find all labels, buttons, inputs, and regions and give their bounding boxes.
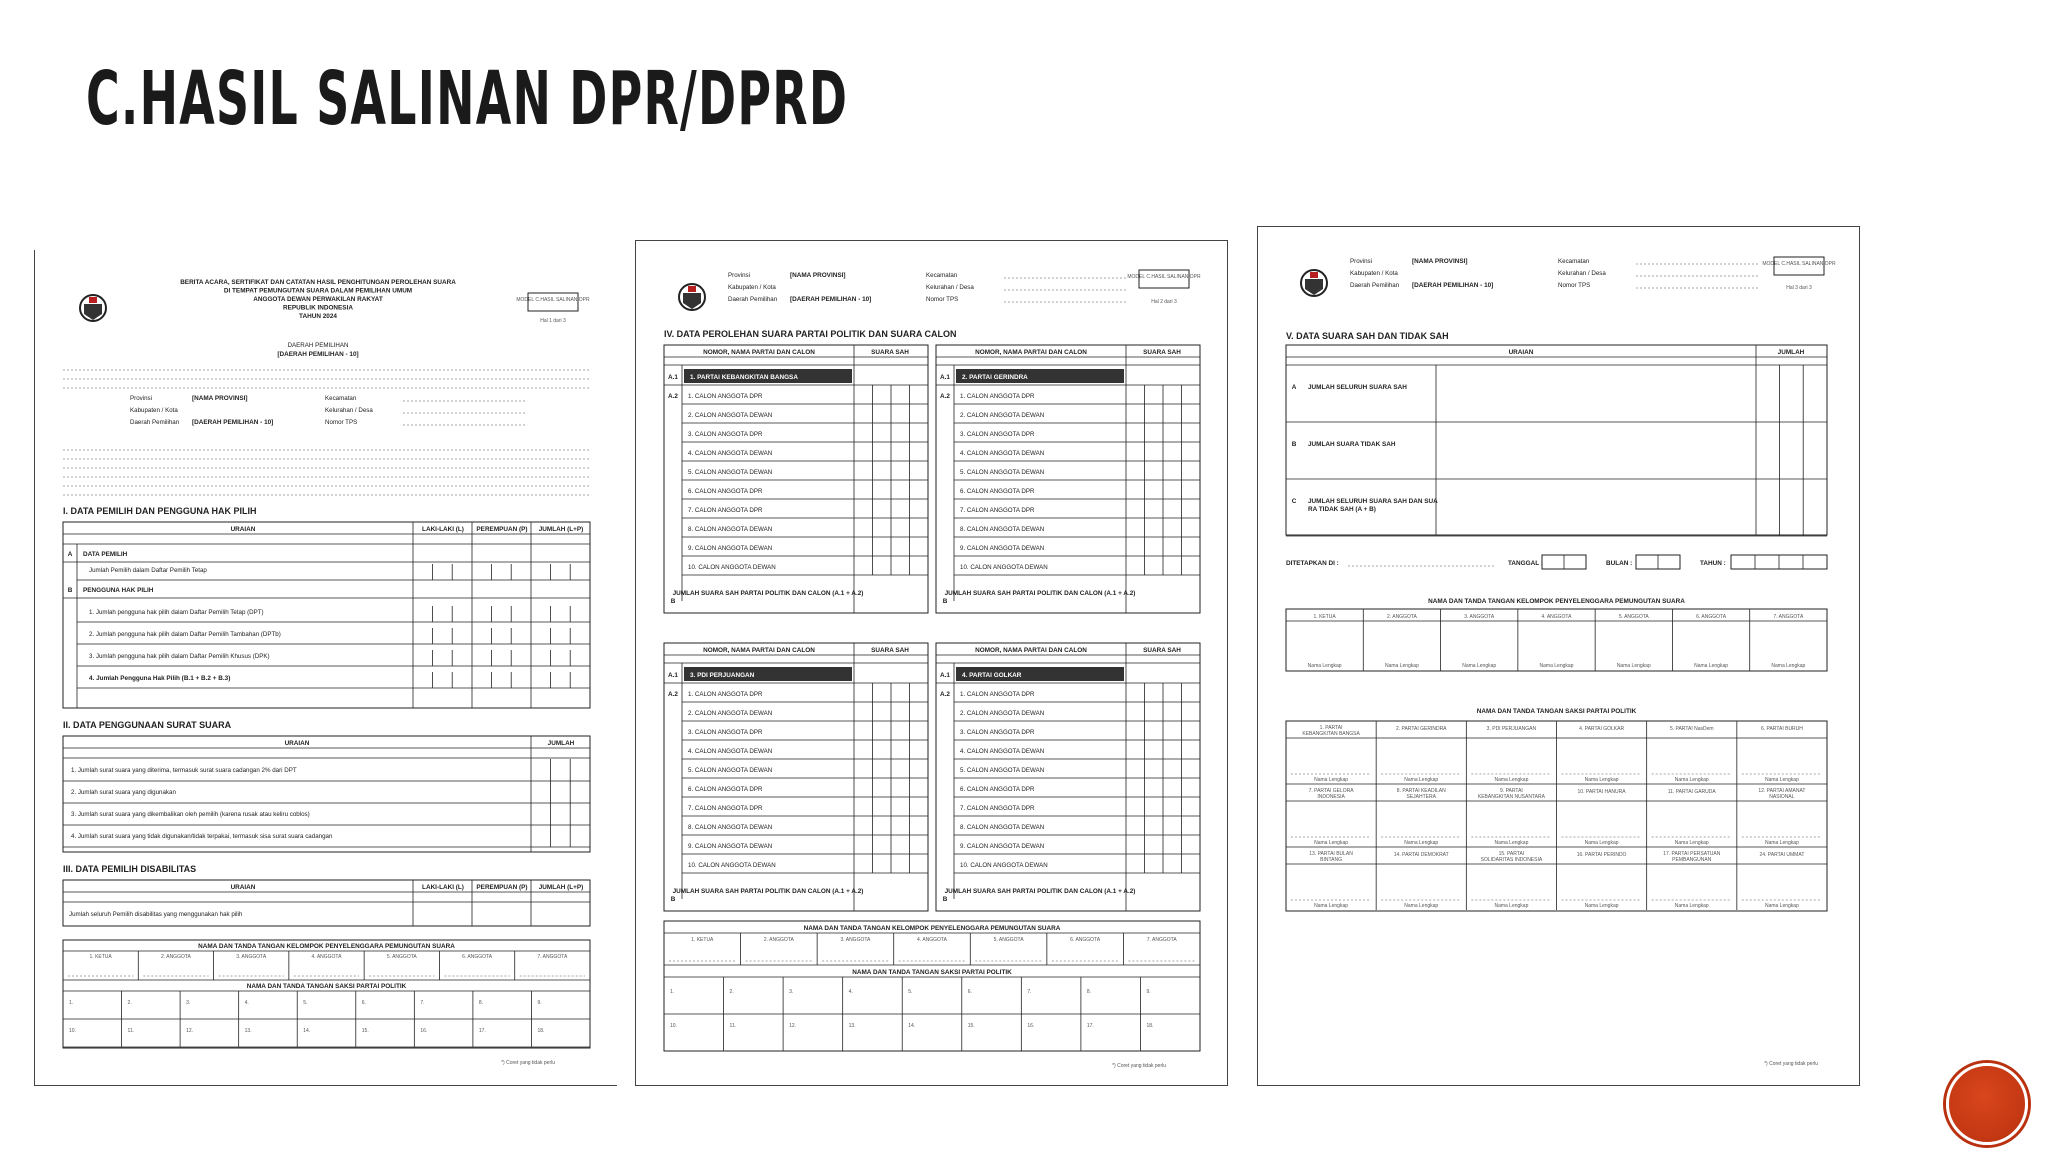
date-label: TAHUN :: [1700, 560, 1726, 567]
field-label: Daerah Pemilihan: [130, 419, 180, 426]
document-page-2: [635, 240, 1228, 1086]
candidate-name: 7. CALON ANGGOTA DPR: [960, 805, 1035, 812]
signature-caption: Nama Lengkap: [1314, 777, 1349, 783]
party-column: 8. PARTAI KEADILAN: [1396, 788, 1446, 794]
field-value: [DAERAH PEMILIHAN - 10]: [790, 296, 872, 303]
field-label: Daerah Pemilihan: [1350, 282, 1400, 289]
witness-number: 18.: [1146, 1023, 1154, 1029]
row-letter: A.2: [940, 691, 950, 698]
candidate-name: 10. CALON ANGGOTA DEWAN: [960, 862, 1048, 869]
candidate-name: 8. CALON ANGGOTA DEWAN: [688, 824, 773, 831]
document-page-3: [1257, 226, 1860, 1086]
field-label: Kelurahan / Desa: [926, 284, 974, 291]
signature-column: 2. ANGGOTA: [160, 954, 191, 960]
candidate-name: 6. CALON ANGGOTA DPR: [688, 488, 763, 495]
candidate-name: 9. CALON ANGGOTA DEWAN: [688, 545, 773, 552]
row-label: 2. Jumlah surat suara yang digunakan: [71, 789, 176, 796]
column-header: PEREMPUAN (P): [476, 884, 528, 891]
witness-number: 10.: [69, 1028, 76, 1034]
witness-number: 14.: [303, 1028, 311, 1034]
column-header: NOMOR, NAMA PARTAI DAN CALON: [703, 647, 815, 654]
candidate-name: 1. CALON ANGGOTA DPR: [960, 691, 1035, 698]
witness-number: 5.: [303, 1000, 308, 1006]
doc-title-line: REPUBLIK INDONESIA: [283, 304, 353, 312]
row-label: Jumlah Pemilih dalam Daftar Pemilih Tetap: [89, 567, 207, 574]
witness-number: 18.: [537, 1028, 545, 1034]
signature-caption: Nama Lengkap: [1462, 663, 1497, 669]
column-header: SUARA SAH: [1143, 647, 1181, 654]
signature-column: 5. ANGGOTA: [1618, 614, 1649, 620]
candidate-name: 2. CALON ANGGOTA DEWAN: [688, 710, 773, 717]
column-header: JUMLAH (L+P): [538, 884, 584, 891]
row-letter: A.2: [940, 393, 950, 400]
field-label: Nomor TPS: [325, 419, 358, 426]
candidate-name: 4. CALON ANGGOTA DEWAN: [960, 450, 1045, 457]
party-column: 15. PARTAI: [1498, 851, 1525, 857]
field-label: Kecamatan: [926, 272, 958, 279]
candidate-name: 8. CALON ANGGOTA DEWAN: [960, 526, 1045, 533]
signature-caption: Nama Lengkap: [1494, 840, 1529, 846]
signature-caption: Nama Lengkap: [1616, 663, 1651, 669]
candidate-name: 10. CALON ANGGOTA DEWAN: [688, 862, 776, 869]
witness-number: 12.: [186, 1028, 194, 1034]
party-column: 10. PARTAI HANURA: [1577, 789, 1626, 795]
doc-title-line: DI TEMPAT PEMUNGUTAN SUARA DALAM PEMILIHAN UMUM: [223, 287, 413, 295]
row-letter: B: [67, 587, 73, 594]
candidate-name: 9. CALON ANGGOTA DEWAN: [960, 843, 1045, 850]
column-header: LAKI-LAKI (L): [422, 884, 464, 891]
signature-caption: Nama Lengkap: [1314, 840, 1349, 846]
party-name: 4. PARTAI GOLKAR: [962, 672, 1022, 679]
row-letter: A.1: [668, 374, 678, 381]
date-label: TANGGAL :: [1508, 560, 1543, 567]
signature-caption: Nama Lengkap: [1674, 777, 1709, 783]
party-column: 11. PARTAI GARUDA: [1667, 789, 1716, 795]
signature-caption: Nama Lengkap: [1314, 903, 1349, 909]
total-label: JUMLAH SUARA SAH PARTAI POLITIK DAN CALON (A.1 + A.2): [944, 590, 1136, 597]
page-label: Hal 3 dari 3: [1786, 285, 1812, 291]
row-label: JUMLAH SELURUH SUARA SAH DAN SUA: [1308, 498, 1438, 505]
daerah-value: [DAERAH PEMILIHAN - 10]: [277, 351, 359, 358]
signature-column: 1. KETUA: [1313, 614, 1336, 620]
row-label: 4. Jumlah Pengguna Hak Pilih (B.1 + B.2 + B.3): [89, 675, 231, 682]
witness-number: 11.: [127, 1028, 135, 1034]
field-value: [DAERAH PEMILIHAN - 10]: [1412, 282, 1494, 289]
page-label: Hal 1 dari 3: [540, 318, 566, 324]
form-code: MODEL C.HASIL SALINAN-DPR: [1127, 274, 1201, 280]
witness-number: 14.: [908, 1023, 916, 1029]
witness-number: 12.: [789, 1023, 797, 1029]
row-letter: A: [67, 551, 73, 558]
form-code: MODEL C.HASIL SALINAN-DPR: [1762, 261, 1836, 267]
page-3-form: [1258, 227, 1860, 1086]
candidate-name: 3. CALON ANGGOTA DPR: [960, 729, 1035, 736]
row-label: JUMLAH SELURUH SUARA SAH: [1308, 384, 1407, 391]
page-label: Hal 2 dari 3: [1151, 299, 1177, 305]
date-label: BULAN :: [1606, 560, 1633, 567]
row-label: 1. Jumlah pengguna hak pilih dalam Daftar Pemilih Tetap (DPT): [89, 609, 264, 616]
column-header: JUMLAH: [547, 740, 575, 747]
field-label: Kecamatan: [1558, 258, 1590, 265]
row-label: DATA PEMILIH: [83, 551, 128, 558]
candidate-name: 6. CALON ANGGOTA DPR: [960, 786, 1035, 793]
field-label: Kelurahan / Desa: [325, 407, 373, 414]
witness-number: 1.: [670, 989, 675, 995]
signature-column: 6. ANGGOTA: [462, 954, 493, 960]
witness-number: 8.: [1086, 989, 1092, 995]
doc-title-line: ANGGOTA DEWAN PERWAKILAN RAKYAT: [253, 296, 383, 303]
column-header: URAIAN: [1508, 349, 1534, 356]
signature-column: 2. ANGGOTA: [1386, 614, 1417, 620]
candidate-name: 2. CALON ANGGOTA DEWAN: [960, 710, 1045, 717]
candidate-name: 9. CALON ANGGOTA DEWAN: [688, 843, 773, 850]
signature-caption: Nama Lengkap: [1584, 840, 1619, 846]
page-2-form: [636, 241, 1228, 1086]
footer-note: *) Coret yang tidak perlu: [1112, 1063, 1166, 1069]
candidate-name: 4. CALON ANGGOTA DEWAN: [688, 450, 773, 457]
column-header: SUARA SAH: [1143, 349, 1181, 356]
candidate-name: 1. CALON ANGGOTA DPR: [688, 393, 763, 400]
party-column: 5. PARTAI NasDem: [1669, 726, 1714, 732]
candidate-name: 4. CALON ANGGOTA DEWAN: [688, 748, 773, 755]
signature-title: NAMA DAN TANDA TANGAN KELOMPOK PENYELENGGARA PEMUNGUTAN SUARA: [803, 925, 1061, 932]
party-name: 3. PDI PERJUANGAN: [690, 672, 755, 679]
candidate-name: 10. CALON ANGGOTA DEWAN: [960, 564, 1048, 571]
witness-number: 10.: [670, 1023, 677, 1029]
doc-title-line: BERITA ACARA, SERTIFIKAT DAN CATATAN HASIL PENGHITUNGAN PEROLEHAN SUARA: [180, 279, 456, 286]
field-label: Daerah Pemilihan: [728, 296, 778, 303]
column-header: LAKI-LAKI (L): [422, 526, 464, 533]
signature-title: NAMA DAN TANDA TANGAN KELOMPOK PENYELENGGARA PEMUNGUTAN SUARA: [1428, 598, 1685, 605]
signature-caption: Nama Lengkap: [1307, 663, 1342, 669]
witness-number: 5.: [908, 989, 913, 995]
kpu-logo-icon: [1301, 270, 1327, 296]
row-letter: A.1: [668, 672, 678, 679]
candidate-name: 8. CALON ANGGOTA DEWAN: [960, 824, 1045, 831]
signature-column: 1. KETUA: [89, 954, 112, 960]
candidate-name: 3. CALON ANGGOTA DPR: [960, 431, 1035, 438]
party-column: KEBANGKITAN BANGSA: [1302, 731, 1360, 737]
witness-number: 9.: [1146, 989, 1151, 995]
column-header: PEREMPUAN (P): [476, 526, 528, 533]
field-label: Kelurahan / Desa: [1558, 270, 1606, 277]
row-label: RA TIDAK SAH (A + B): [1308, 506, 1376, 513]
signature-caption: Nama Lengkap: [1764, 903, 1799, 909]
witness-number: 9.: [537, 1000, 542, 1006]
witness-number: 16.: [420, 1028, 428, 1034]
candidate-name: 7. CALON ANGGOTA DPR: [688, 507, 763, 514]
party-column: 2. PARTAI GERINDRA: [1395, 726, 1447, 732]
party-column: KEBANGKITAN NUSANTARA: [1477, 794, 1545, 800]
signature-caption: Nama Lengkap: [1771, 663, 1806, 669]
total-label: JUMLAH SUARA SAH PARTAI POLITIK DAN CALON (A.1 + A.2): [672, 590, 864, 597]
witness-number: 15.: [361, 1028, 369, 1034]
kpu-logo-icon: [80, 295, 106, 321]
witness-number: 7.: [420, 1000, 425, 1006]
field-label: Nomor TPS: [926, 296, 959, 303]
column-header: NOMOR, NAMA PARTAI DAN CALON: [975, 349, 1087, 356]
row-letter: A.1: [940, 374, 950, 381]
candidate-name: 6. CALON ANGGOTA DPR: [688, 786, 763, 793]
signature-column: 7. ANGGOTA: [1773, 614, 1804, 620]
row-letter: B: [942, 896, 948, 903]
witness-number: 6.: [361, 1000, 366, 1006]
section-3-title: III. DATA PEMILIH DISABILITAS: [63, 864, 197, 874]
field-value: [DAERAH PEMILIHAN - 10]: [192, 419, 274, 426]
party-column: 16. PARTAI PERINDO: [1576, 852, 1627, 858]
candidate-name: 6. CALON ANGGOTA DPR: [960, 488, 1035, 495]
signature-column: 3. ANGGOTA: [236, 954, 267, 960]
candidate-name: 2. CALON ANGGOTA DEWAN: [960, 412, 1045, 419]
witness-number: 3.: [789, 989, 794, 995]
row-label: JUMLAH SUARA TIDAK SAH: [1308, 441, 1396, 448]
party-column: 12. PARTAI AMANAT: [1758, 788, 1806, 794]
candidate-name: 8. CALON ANGGOTA DEWAN: [688, 526, 773, 533]
signature-column: 5. ANGGOTA: [993, 937, 1024, 943]
column-header: JUMLAH: [1777, 349, 1805, 356]
row-letter: A.2: [668, 691, 678, 698]
witness-number: 2.: [729, 989, 734, 995]
field-label: Provinsi: [728, 272, 751, 279]
signature-column: 3. ANGGOTA: [1464, 614, 1495, 620]
signature-title: NAMA DAN TANDA TANGAN KELOMPOK PENYELENGGARA PEMUNGUTAN SUARA: [198, 943, 455, 950]
field-label: Nomor TPS: [1558, 282, 1591, 289]
signature-caption: Nama Lengkap: [1764, 777, 1799, 783]
witness-number: 7.: [1027, 989, 1032, 995]
party-column: INDONESIA: [1317, 794, 1345, 800]
doc-title-line: TAHUN 2024: [299, 313, 337, 320]
signature-caption: Nama Lengkap: [1674, 903, 1709, 909]
section-5-title: V. DATA SUARA SAH DAN TIDAK SAH: [1286, 331, 1449, 341]
party-name: 2. PARTAI GERINDRA: [962, 374, 1028, 381]
candidate-name: 5. CALON ANGGOTA DEWAN: [960, 469, 1045, 476]
witness-number: 8.: [478, 1000, 484, 1006]
signature-caption: Nama Lengkap: [1404, 903, 1439, 909]
form-code: MODEL C.HASIL SALINAN-DPR: [516, 297, 590, 303]
row-letter: A.1: [940, 672, 950, 679]
signature-caption: Nama Lengkap: [1384, 663, 1419, 669]
candidate-name: 9. CALON ANGGOTA DEWAN: [960, 545, 1045, 552]
party-column: BINTANG: [1320, 857, 1343, 863]
party-column: 3. PDI PERJUANGAN: [1486, 726, 1537, 732]
next-slide-icon[interactable]: [1946, 1063, 2028, 1145]
row-letter: B: [1291, 441, 1297, 448]
row-letter: B: [670, 896, 676, 903]
column-header: NOMOR, NAMA PARTAI DAN CALON: [975, 647, 1087, 654]
signature-caption: Nama Lengkap: [1404, 777, 1439, 783]
document-page-1: [34, 250, 617, 1086]
signature-caption: Nama Lengkap: [1674, 840, 1709, 846]
candidate-name: 2. CALON ANGGOTA DEWAN: [688, 412, 773, 419]
row-label: PENGGUNA HAK PILIH: [83, 587, 154, 594]
candidate-name: 5. CALON ANGGOTA DEWAN: [960, 767, 1045, 774]
party-column: 1. PARTAI: [1319, 725, 1343, 731]
signature-caption: Nama Lengkap: [1584, 903, 1619, 909]
candidate-name: 4. CALON ANGGOTA DEWAN: [960, 748, 1045, 755]
witness-number: 2.: [127, 1000, 132, 1006]
signature-column: 1. KETUA: [691, 937, 714, 943]
party-column: 7. PARTAI GELORA: [1308, 788, 1354, 794]
column-header: SUARA SAH: [871, 349, 909, 356]
row-label: 3. Jumlah surat suara yang dikembalikan oleh pemilih (karena rusak atau keliru coblos): [71, 811, 310, 818]
signature-caption: Nama Lengkap: [1404, 840, 1439, 846]
row-letter: A: [1291, 384, 1297, 391]
signature-column: 5. ANGGOTA: [386, 954, 417, 960]
witness-number: 15.: [967, 1023, 975, 1029]
daerah-label: DAERAH PEMILIHAN: [287, 342, 349, 349]
party-column: 13. PARTAI BULAN: [1309, 851, 1353, 857]
signature-caption: Nama Lengkap: [1694, 663, 1729, 669]
witness-number: 13.: [244, 1028, 252, 1034]
signature-column: 7. ANGGOTA: [537, 954, 568, 960]
witness-number: 17.: [478, 1028, 486, 1034]
signature-caption: Nama Lengkap: [1764, 840, 1799, 846]
witness-number: 6.: [967, 989, 972, 995]
row-letter: B: [670, 598, 676, 605]
candidate-name: 1. CALON ANGGOTA DPR: [688, 691, 763, 698]
page-1-form: [35, 250, 617, 1086]
party-column: SEJAHTERA: [1406, 794, 1436, 800]
row-letter: C: [1291, 498, 1297, 505]
field-label: Kecamatan: [325, 395, 357, 402]
witness-number: 4.: [848, 989, 853, 995]
field-label: Provinsi: [130, 395, 153, 402]
signature-title: NAMA DAN TANDA TANGAN SAKSI PARTAI POLITIK: [852, 969, 1012, 976]
party-column: 17. PARTAI PERSATUAN: [1663, 851, 1721, 857]
column-header: JUMLAH (L+P): [538, 526, 584, 533]
column-header: SUARA SAH: [871, 647, 909, 654]
party-column: 4. PARTAI GOLKAR: [1579, 726, 1625, 732]
party-column: 6. PARTAI BURUH: [1760, 726, 1803, 732]
signature-column: 2. ANGGOTA: [763, 937, 794, 943]
slide-title: C.HASIL SALINAN DPR/DPRD: [86, 56, 849, 142]
field-value: [NAMA PROVINSI]: [1412, 258, 1468, 265]
signature-column: 4. ANGGOTA: [311, 954, 342, 960]
candidate-name: 3. CALON ANGGOTA DPR: [688, 431, 763, 438]
column-header: NOMOR, NAMA PARTAI DAN CALON: [703, 349, 815, 356]
candidate-name: 5. CALON ANGGOTA DEWAN: [688, 469, 773, 476]
candidate-name: 7. CALON ANGGOTA DPR: [960, 507, 1035, 514]
signature-caption: Nama Lengkap: [1494, 777, 1529, 783]
candidate-name: 10. CALON ANGGOTA DEWAN: [688, 564, 776, 571]
field-value: [NAMA PROVINSI]: [192, 395, 248, 402]
field-label: Provinsi: [1350, 258, 1373, 265]
section-2-title: II. DATA PENGGUNAAN SURAT SUARA: [63, 720, 232, 730]
candidate-name: 1. CALON ANGGOTA DPR: [960, 393, 1035, 400]
witness-number: 17.: [1086, 1023, 1094, 1029]
signature-caption: Nama Lengkap: [1539, 663, 1574, 669]
section-4-title: IV. DATA PEROLEHAN SUARA PARTAI POLITIK DAN SUARA CALON: [664, 329, 957, 339]
row-label: 1. Jumlah surat suara yang diterima, termasuk surat suara cadangan 2% dari DPT: [71, 767, 297, 774]
candidate-name: 3. CALON ANGGOTA DPR: [688, 729, 763, 736]
signature-column: 4. ANGGOTA: [917, 937, 947, 943]
date-label: DITETAPKAN DI :: [1286, 560, 1339, 567]
row-letter: B: [942, 598, 948, 605]
witness-number: 4.: [244, 1000, 249, 1006]
field-label: Kabupaten / Kota: [728, 284, 776, 291]
column-header: URAIAN: [284, 740, 310, 747]
party-name: 1. PARTAI KEBANGKITAN BANGSA: [690, 374, 798, 381]
row-label: 2. Jumlah pengguna hak pilih dalam Daftar Pemilih Tambahan (DPTb): [89, 631, 281, 638]
section-1-title: I. DATA PEMILIH DAN PENGGUNA HAK PILIH: [63, 506, 257, 516]
signature-title: NAMA DAN TANDA TANGAN SAKSI PARTAI POLITIK: [1476, 708, 1637, 715]
signature-column: 6. ANGGOTA: [1696, 614, 1727, 620]
column-header: URAIAN: [230, 884, 256, 891]
row-letter: A.2: [668, 393, 678, 400]
candidate-name: 5. CALON ANGGOTA DEWAN: [688, 767, 773, 774]
footer-note: *) Coret yang tidak perlu: [501, 1060, 555, 1066]
party-column: 24. PARTAI UMMAT: [1759, 852, 1805, 858]
party-column: PEMBANGUNAN: [1672, 857, 1712, 863]
signature-column: 4. ANGGOTA: [1541, 614, 1572, 620]
field-value: [NAMA PROVINSI]: [790, 272, 846, 279]
candidate-name: 7. CALON ANGGOTA DPR: [688, 805, 763, 812]
signature-caption: Nama Lengkap: [1494, 903, 1529, 909]
witness-number: 3.: [186, 1000, 191, 1006]
footer-note: *) Coret yang tidak perlu: [1764, 1061, 1818, 1067]
witness-number: 13.: [848, 1023, 856, 1029]
signature-caption: Nama Lengkap: [1584, 777, 1619, 783]
row-label: 4. Jumlah surat suara yang tidak digunakan/tidak terpakai, termasuk sisa surat suara cadangan: [71, 833, 333, 840]
signature-column: 3. ANGGOTA: [840, 937, 871, 943]
signature-title: NAMA DAN TANDA TANGAN SAKSI PARTAI POLITIK: [246, 983, 407, 990]
party-column: 14. PARTAI DEMOKRAT: [1393, 852, 1449, 858]
total-label: JUMLAH SUARA SAH PARTAI POLITIK DAN CALON (A.1 + A.2): [672, 888, 864, 895]
witness-number: 11.: [729, 1023, 737, 1029]
party-column: SOLIDARITAS INDONESIA: [1480, 857, 1543, 863]
field-label: Kabupaten / Kota: [1350, 270, 1398, 277]
signature-column: 7. ANGGOTA: [1146, 937, 1177, 943]
witness-number: 16.: [1027, 1023, 1035, 1029]
row-label: 3. Jumlah pengguna hak pilih dalam Daftar Pemilih Khusus (DPK): [89, 653, 270, 660]
total-label: JUMLAH SUARA SAH PARTAI POLITIK DAN CALON (A.1 + A.2): [944, 888, 1136, 895]
row-label: Jumlah seluruh Pemilih disabilitas yang menggunakan hak pilih: [69, 911, 243, 918]
field-label: Kabupaten / Kota: [130, 407, 178, 414]
witness-number: 1.: [69, 1000, 74, 1006]
party-column: 9. PARTAI: [1500, 788, 1523, 794]
signature-column: 6. ANGGOTA: [1070, 937, 1101, 943]
kpu-logo-icon: [679, 284, 705, 310]
party-column: NASIONAL: [1769, 794, 1795, 800]
column-header: URAIAN: [230, 526, 256, 533]
